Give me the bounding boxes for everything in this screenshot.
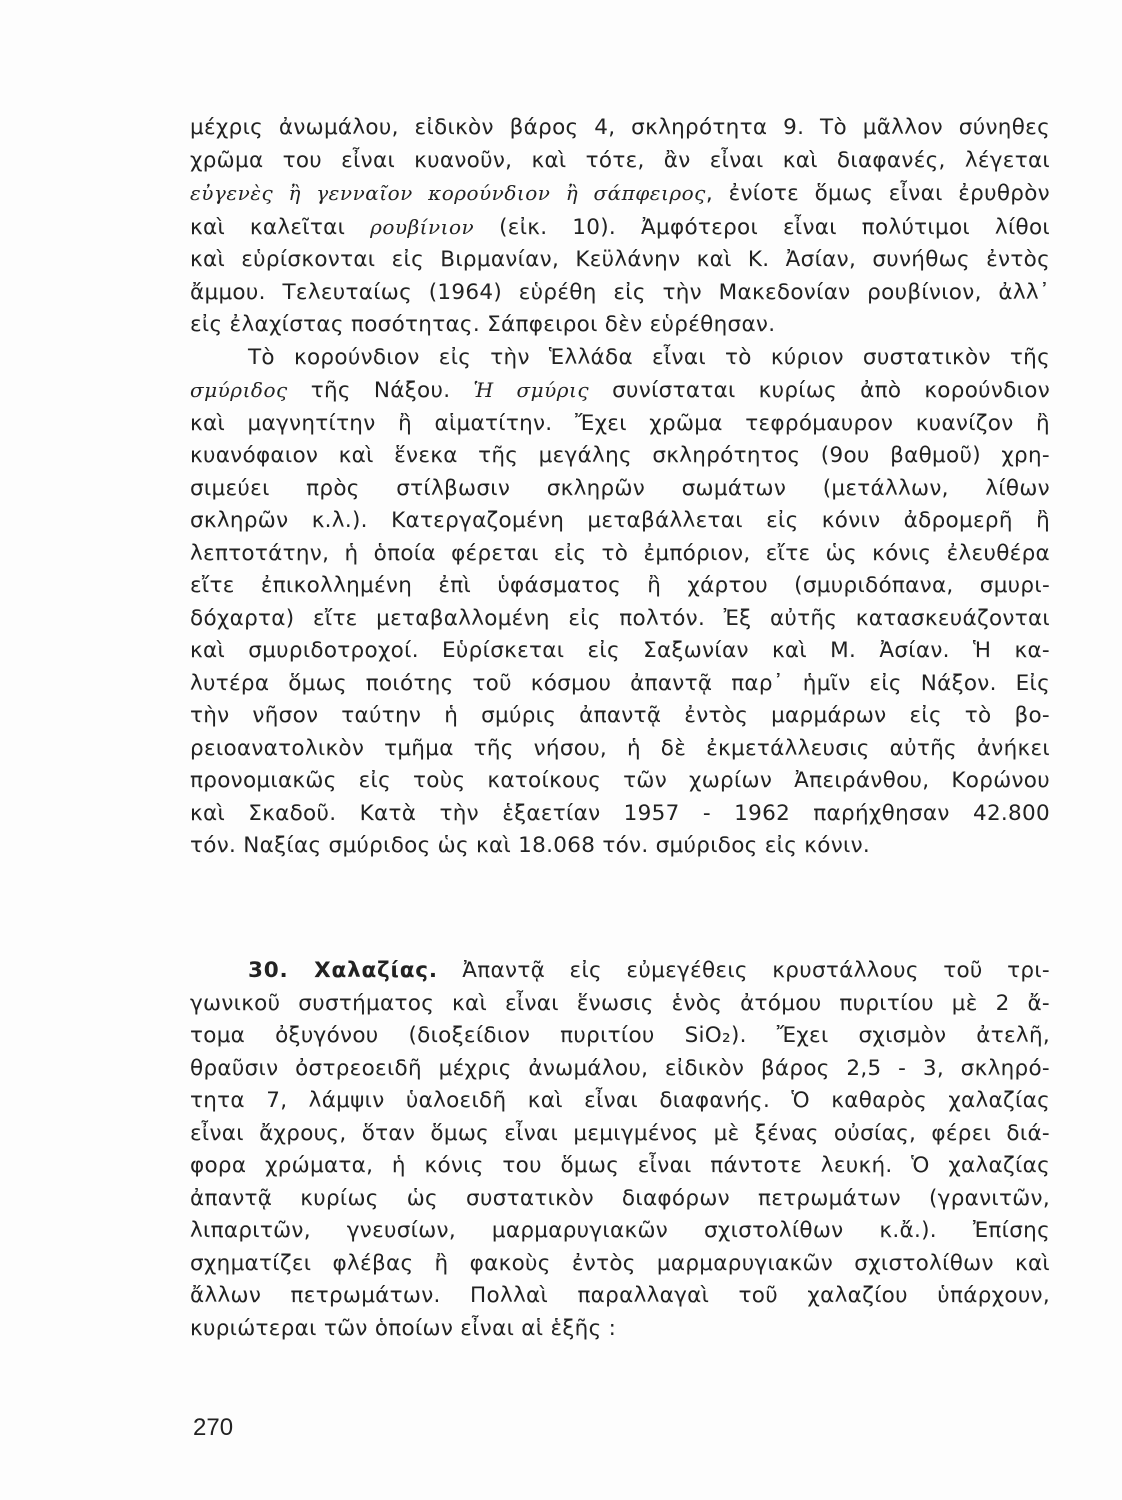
- section-heading: 30. Χαλαζίας.: [248, 958, 438, 983]
- text-line: κυριώτεραι τῶν ὁποίων εἶναι αἱ ἑξῆς :: [190, 1315, 617, 1341]
- italic-term: ρουβίνιον: [370, 214, 475, 239]
- text-line: εἰς ἐλαχίστας ποσότητας. Σάπφειροι δὲν εὑρέθησαν.: [190, 312, 776, 337]
- text-line: τομα ὀξυγόνου (διοξείδιον πυριτίου SiO₂). Ἔχει σχισμὸν ἀτελῆ,: [190, 1023, 1050, 1048]
- text-line: εἴτε ἐπικολλημένη ἐπὶ ὑφάσματος ἢ χάρτου (σμυριδόπανα, σμυρι-: [190, 573, 1050, 598]
- text-line: προνομιακῶς εἰς τοὺς κατοίκους τῶν χωρίων Ἀπειράνθου, Κορώνου: [190, 768, 1050, 793]
- text-line: καὶ καλεῖται ρουβίνιον (εἰκ. 10). Ἀμφότεροι εἶναι πολύτιμοι λίθοι: [190, 214, 1051, 240]
- text-line: λιπαριτῶν, γνευσίων, μαρμαρυγιακῶν σχιστολίθων κ.ἄ.). Ἐπίσης: [190, 1218, 1050, 1243]
- text-line: ρειοανατολικὸν τμῆμα τῆς νήσου, ἡ δὲ ἐκμετάλλευσις αὐτῆς ἀνήκει: [190, 735, 1050, 761]
- text-line: μέχρις ἀνωμάλου, εἰδικὸν βάρος 4, σκληρότητα 9. Τὸ μᾶλλον σύνηθες: [190, 115, 1050, 140]
- text-line: ἄμμου. Τελευταίως (1964) εὑρέθη εἰς τὴν Μακεδονίαν ρουβίνιον, ἀλλ᾽: [190, 279, 1050, 305]
- italic-term: σμύριδος: [190, 378, 288, 402]
- text-line: κυανόφαιον καὶ ἕνεκα τῆς μεγάλης σκληρότητος (9ου βαθμοῦ) χρη-: [190, 443, 1050, 468]
- text-line: ἄλλων πετρωμάτων. Πολλαὶ παραλλαγαὶ τοῦ χαλαζίου ὑπάρχουν,: [190, 1283, 1050, 1308]
- page-number: 270: [193, 1414, 234, 1441]
- text-line: σκληρῶν κ.λ.). Κατεργαζομένη μεταβάλλεται εἰς κόνιν ἀδρομερῆ ἢ: [190, 508, 1050, 533]
- text-block-corundum: [190, 112, 1050, 863]
- text-line: γωνικοῦ συστήματος καὶ εἶναι ἕνωσις ἑνὸς ἀτόμου πυριτίου μὲ 2 ἄ-: [190, 990, 1050, 1016]
- text-line: τόν. Ναξίας σμύριδος ὡς καὶ 18.068 τόν. σμύριδος εἰς κόνιν.: [190, 833, 871, 858]
- text-line: ἀπαντᾷ κυρίως ὡς συστατικὸν διαφόρων πετρωμάτων (γρανιτῶν,: [190, 1185, 1050, 1211]
- text-line: εὐγενὲς ἢ γενναῖον κορούνδιον ἢ σάπφειρος, ἐνίοτε ὅμως εἶναι ἐρυθρὸν: [190, 181, 1050, 206]
- text-line: καὶ Σκαδοῦ. Κατὰ τὴν ἑξαετίαν 1957 - 1962 παρήχθησαν 42.800: [190, 800, 1050, 826]
- text-line: λυτέρα ὅμως ποιότης τοῦ κόσμου ἀπαντᾷ παρ᾽ ἡμῖν εἰς Νάξον. Εἰς: [190, 670, 1050, 696]
- text-line: σχηματίζει φλέβας ἢ φακοὺς ἐντὸς μαρμαρυγιακῶν σχιστολίθων καὶ: [190, 1250, 1050, 1276]
- text-line: δόχαρτα) εἴτε μεταβαλλομένη εἰς πολτόν. Ἐξ αὐτῆς κατασκευάζονται: [190, 605, 1050, 631]
- text-line: φορα χρώματα, ἡ κόνις του ὅμως εἶναι πάντοτε λευκή. Ὁ χαλαζίας: [190, 1153, 1050, 1178]
- text-line: 30. Χαλαζίας. Ἀπαντᾷ εἰς εὐμεγέθεις κρυστάλλους τοῦ τρι-: [248, 958, 1050, 983]
- italic-term: Ἡ σμύρις: [473, 378, 590, 402]
- text-line: Τὸ κορούνδιον εἰς τὴν Ἑλλάδα εἶναι τὸ κύριον συστατικὸν τῆς: [248, 344, 1050, 370]
- text-line: τὴν νῆσον ταύτην ἡ σμύρις ἀπαντᾷ ἐντὸς μαρμάρων εἰς τὸ βο-: [190, 703, 1050, 728]
- text-line: καὶ μαγνητίτην ἢ αἱματίτην. Ἔχει χρῶμα τεφρόμαυρον κυανίζον ἢ: [190, 410, 1050, 436]
- text-line: καὶ εὑρίσκονται εἰς Βιρμανίαν, Κεϋλάνην καὶ Κ. Ἀσίαν, συνήθως ἐντὸς: [190, 247, 1050, 272]
- italic-term: εὐγενὲς ἢ γενναῖον κορούνδιον ἢ σάπφειρος: [190, 181, 706, 205]
- text-block-quartz: [190, 955, 1050, 1345]
- text-line: χρῶμα του εἶναι κυανοῦν, καὶ τότε, ἂν εἶναι καὶ διαφανές, λέγεται: [190, 147, 1050, 173]
- text-line: θραῦσιν ὀστρεοειδῆ μέχρις ἀνωμάλου, εἰδικὸν βάρος 2,5 - 3, σκληρό-: [190, 1055, 1050, 1081]
- text-line: σμύριδος τῆς Νάξου. Ἡ σμύρις συνίσταται κυρίως ἀπὸ κορούνδιον: [190, 378, 1051, 403]
- text-line: λεπτοτάτην, ἡ ὁποία φέρεται εἰς τὸ ἐμπόριον, εἴτε ὡς κόνις ἐλευθέρα: [190, 540, 1050, 566]
- text-line: εἶναι ἄχρους, ὅταν ὅμως εἶναι μεμιγμένος μὲ ξένας οὐσίας, φέρει διά-: [190, 1120, 1050, 1146]
- text-line: καὶ σμυριδοτροχοί. Εὑρίσκεται εἰς Σαξωνίαν καὶ Μ. Ἀσίαν. Ἡ κα-: [190, 638, 1050, 663]
- text-line: σιμεύει πρὸς στίλβωσιν σκληρῶν σωμάτων (μετάλλων, λίθων: [190, 475, 1050, 501]
- text-line: τητα 7, λάμψιν ὑαλοειδῆ καὶ εἶναι διαφανής. Ὁ καθαρὸς χαλαζίας: [190, 1088, 1050, 1113]
